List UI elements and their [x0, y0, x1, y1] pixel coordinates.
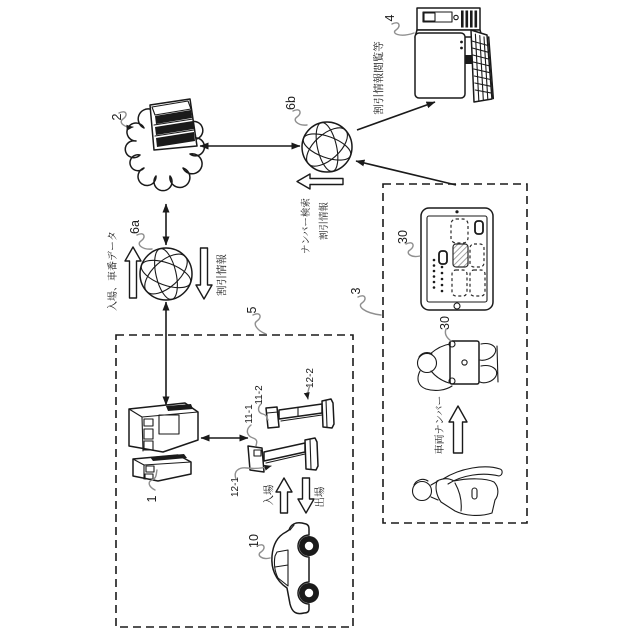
label-gate-unit-near: 11-1 [244, 404, 255, 424]
label-viewer-pc: 4 [383, 14, 397, 22]
text-exit: 出場 [314, 486, 326, 508]
label-fee-machine: 1 [145, 495, 159, 503]
tablet-icon [421, 208, 493, 310]
text-entry-vehicle-data: 入場、車番データ [108, 231, 119, 311]
monitor [415, 33, 465, 98]
text-vehicle-number: 車両ナンバー [435, 395, 446, 455]
label-gate-unit-far: 11-2 [254, 385, 265, 405]
label-network-b: 6b [284, 96, 298, 110]
server-icon [150, 99, 197, 150]
label-parking-box: 5 [245, 306, 259, 314]
text-number-search: ナンバー検索 [301, 198, 312, 254]
label-gate-bar-near: 12-1 [230, 476, 241, 498]
label-tablet: 30 [396, 230, 410, 244]
text-discount-browsing: 割引情報閲覧等 [373, 41, 385, 115]
label-server-cloud: 2 [110, 113, 124, 121]
text-entry: 入場 [263, 484, 275, 506]
label-network-a: 6a [128, 220, 142, 234]
label-gate-bar-far: 12-2 [305, 367, 316, 389]
label-tablet-in-hand: 30 [438, 316, 452, 330]
text-discount-info-b: 割引情報 [319, 201, 330, 241]
label-car: 10 [247, 534, 261, 548]
label-store-box: 3 [349, 287, 363, 295]
text-discount-info-a: 割引情報 [216, 254, 228, 296]
